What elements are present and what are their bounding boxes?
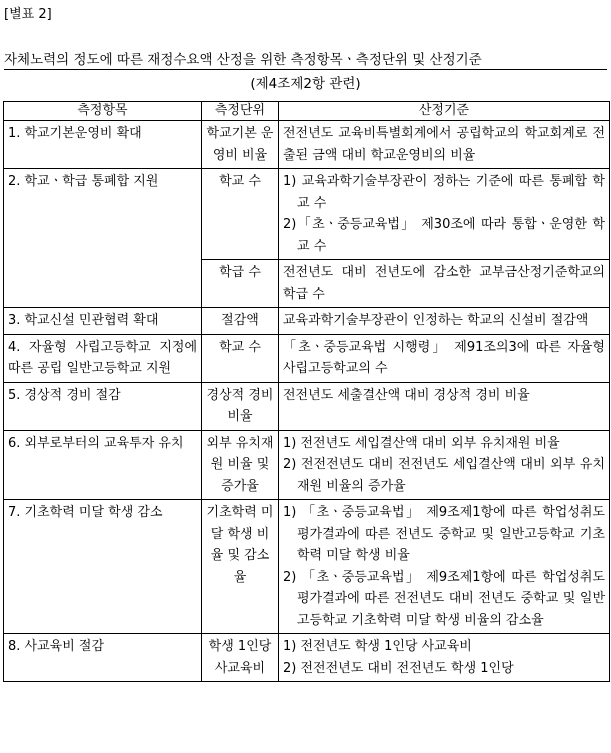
- table-row: [4, 308, 610, 335]
- title-underline: [4, 69, 607, 70]
- criteria-line: 1) 교육과학기술부장관이 정하는 기준에 따른 통폐합 학교 수: [283, 174, 605, 211]
- cell-item: 4. 자율형 사립고등학교 지정에 따른 공립 일반고등학교 지원: [4, 334, 202, 382]
- table-row: [4, 169, 610, 260]
- cell-unit: 기초학력 미달 학생 비율 및 감소율: [202, 500, 279, 634]
- cell-unit: 학교기본 운영비 비율: [202, 121, 279, 169]
- cell-unit: 학교 수: [202, 169, 279, 260]
- cell-item: 3. 학교신설 민관협력 확대: [4, 308, 202, 335]
- cell-criteria: [279, 634, 610, 682]
- cell-unit: 절감액: [202, 308, 279, 335]
- criteria-line: 2) 「초ㆍ중등교육법」 제9조제1항에 따른 학업성취도 평가결과에 따른 전전년도 대비 전년도 중학교 및 일반고등학교 기초학력 미달 학생 비율의 감소율: [283, 569, 605, 628]
- header-item: 측정항목: [4, 102, 202, 121]
- criteria-line: 전전년도 교육비특별회계에서 공립학교의 학교회계로 전출된 금액 대비 학교운영비의 비율: [283, 126, 605, 163]
- cell-item: 2. 학교ㆍ학급 통폐합 지원: [4, 169, 202, 260]
- cell-criteria: [279, 260, 610, 308]
- cell-unit: 학급 수: [202, 260, 279, 308]
- table-row: [4, 334, 610, 382]
- table-row: [4, 500, 610, 634]
- cell-unit: 외부 유치재원 비율 및 증가율: [202, 430, 279, 500]
- cell-item: 5. 경상적 경비 절감: [4, 382, 202, 430]
- cell-unit: 학생 1인당 사교육비: [202, 634, 279, 682]
- cell-item: 6. 외부로부터의 교육투자 유치: [4, 430, 202, 500]
- header-unit: 측정단위: [202, 102, 279, 121]
- criteria-table: [3, 101, 610, 682]
- table-row: [4, 430, 610, 500]
- cell-criteria: [279, 430, 610, 500]
- criteria-line: 전전년도 세출결산액 대비 경상적 경비 비율: [283, 387, 530, 403]
- cell-criteria: [279, 169, 610, 260]
- criteria-line: 교육과학기술부장관이 인정하는 학교의 신설비 절감액: [283, 313, 589, 328]
- criteria-line: 2)「초ㆍ중등교육법」 제30조에 따라 통합ㆍ운영한 학교 수: [283, 217, 605, 254]
- table-header-row: [4, 102, 610, 121]
- document-title: 자체노력의 정도에 따른 재정수요액 산정을 위한 측정항목ㆍ측정단위 및 산정기준: [4, 52, 482, 68]
- document-tag: [별표 2]: [4, 7, 52, 22]
- cell-criteria: [279, 121, 610, 169]
- cell-criteria: [279, 334, 610, 382]
- cell-unit: 경상적 경비 비율: [202, 382, 279, 430]
- cell-criteria: [279, 500, 610, 634]
- criteria-line: 2) 전전전년도 대비 전전년도 학생 1인당: [283, 660, 514, 676]
- table-row: [4, 634, 610, 682]
- criteria-line: 1) 전전년도 학생 1인당 사교육비: [283, 639, 472, 654]
- table-row: [4, 260, 610, 308]
- table-body: [4, 121, 610, 682]
- cell-item: 7. 기초학력 미달 학생 감소: [4, 500, 202, 634]
- header-criteria: 산정기준: [279, 102, 610, 121]
- document-subtitle: (제4조제2항 관련): [250, 76, 361, 92]
- cell-item: 8. 사교육비 절감: [4, 634, 202, 682]
- criteria-line: 1) 「초ㆍ중등교육법」 제9조제1항에 따른 학업성취도 평가결과에 따른 전년도 중학교 및 일반고등학교 기초학력 미달 학생 비율: [283, 505, 605, 563]
- table-row: [4, 121, 610, 169]
- cell-unit: 학교 수: [202, 334, 279, 382]
- cell-item: [4, 260, 202, 308]
- criteria-line: 1) 전전년도 세입결산액 대비 외부 유치재원 비율: [283, 435, 560, 451]
- cell-criteria: [279, 308, 610, 335]
- table-row: [4, 382, 610, 430]
- cell-criteria: [279, 382, 610, 430]
- cell-item: 1. 학교기본운영비 확대: [4, 121, 202, 169]
- criteria-line: 「초ㆍ중등교육법 시행령」 제91조의3에 따른 자율형 사립고등학교의 수: [283, 339, 605, 376]
- criteria-line: 전전년도 대비 전년도에 감소한 교부금산정기준학교의 학급 수: [283, 265, 605, 302]
- criteria-line: 2) 전전전년도 대비 전전년도 세입결산액 대비 외부 유치재원 비율의 증가율: [283, 457, 605, 494]
